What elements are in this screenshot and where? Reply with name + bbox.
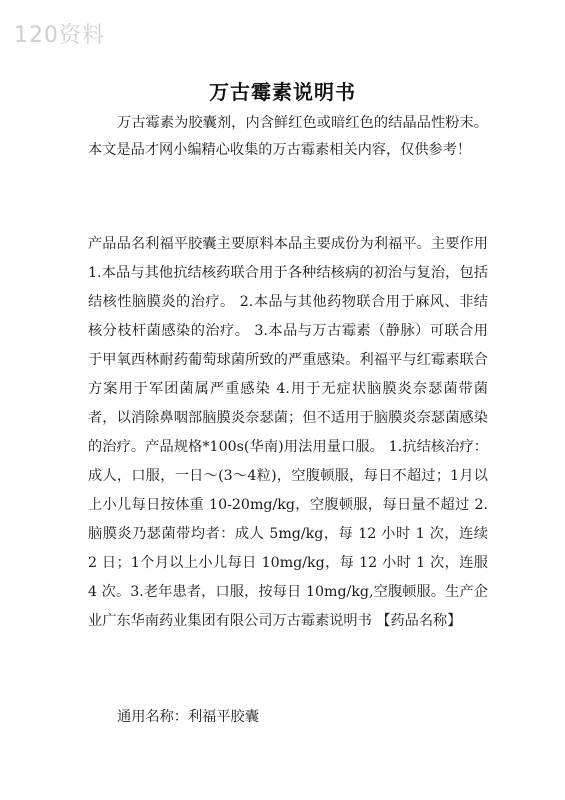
intro-paragraph: 万古霉素为胶囊剂，内含鲜红色或暗红色的结晶品性粉末。本文是品才网小编精心收集的万古霉素相关内容，仅供参考！	[88, 115, 488, 158]
body-paragraph: 产品品名利福平胶囊主要原料本品主要成份为利福平。主要作用 1.本品与其他抗结核药联合用于各种结核病的初治与复治，包括结核性脑膜炎的治疗。 2.本品与其他药物联合用于麻风、非结核分枝杆菌感染的治疗。 3.本品与万古霉素（静脉）可联合用于甲氧西林耐药葡萄球菌所致的严重感染。利福平与红霉素联合方案用于军团菌属严重感染 4.用于无症状脑膜炎奈瑟菌带菌者，以消除鼻咽部脑膜炎奈瑟菌；但不适用于脑膜炎奈瑟菌感染的治疗。产品规格*100s(华南)用法用量口服。 1.抗结核治疗：成人，口服，一日～(3～4粒)，空腹顿服，每日不超过；1月以上小儿每日按体重 10-20mg/kg，空腹顿服，每日量不超过 2.脑膜炎乃瑟菌带均者：成人 5mg/kg，每 12 小时 1 次，连续 2 日；1个月以上小儿每日 10mg/kg，每 12 小时 1 次，连服 4 次。3.老年患者，口服，按每日 10mg/kg,空腹顿服。生产企业广东华南药业集团有限公司万古霉素说明书 【药品名称】	[88, 236, 488, 629]
document-title: 万古霉素说明书	[209, 80, 356, 104]
watermark: 120资料	[14, 23, 105, 48]
generic-name-line: 通用名称：利福平胶囊	[117, 709, 259, 725]
